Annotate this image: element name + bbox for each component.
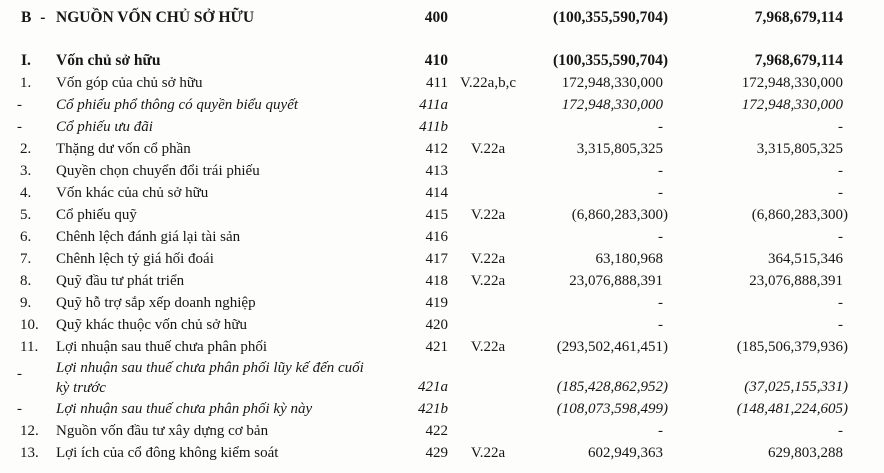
spacer-row xyxy=(0,29,884,50)
row-note-ref: V.22a xyxy=(470,445,506,461)
row-note-ref xyxy=(453,292,523,314)
amount-beginning: (148,481,224,605) xyxy=(736,401,848,417)
amount-ending: (185,428,862,952) xyxy=(556,379,668,395)
amount-ending: 23,076,888,391 xyxy=(569,273,663,289)
amount-beginning: - xyxy=(838,185,843,201)
table-row xyxy=(0,182,884,204)
row-number: 2. xyxy=(20,141,32,157)
amount-ending: (100,355,590,704) xyxy=(553,52,668,69)
row-number: - xyxy=(17,97,22,113)
row-label-line: Lợi nhuận sau thuế chưa phân phối lũy kế đến cuối xyxy=(56,360,364,376)
row-code: 414 xyxy=(425,185,448,201)
row-label: Cổ phiếu ưu đãi xyxy=(56,119,153,135)
amount-beginning: 7,968,679,114 xyxy=(754,9,843,26)
row-number: 10. xyxy=(20,317,39,333)
row-number: 4. xyxy=(20,185,32,201)
row-label xyxy=(56,358,405,398)
row-note-ref xyxy=(453,7,523,29)
amount-ending: 172,948,330,000 xyxy=(561,97,663,113)
row-label: Thặng dư vốn cổ phần xyxy=(56,141,191,157)
row-label: Quỹ khác thuộc vốn chủ sở hữu xyxy=(56,317,248,333)
row-label: Nguồn vốn đầu tư xây dựng cơ bản xyxy=(56,423,269,439)
row-code: 411 xyxy=(426,75,448,91)
amount-ending: - xyxy=(658,295,663,311)
row-code: 400 xyxy=(424,9,448,26)
row-code: 410 xyxy=(424,52,448,69)
amount-ending: - xyxy=(658,119,663,135)
amount-beginning: - xyxy=(838,163,843,179)
amount-beginning: - xyxy=(838,295,843,311)
row-code: 411b xyxy=(419,119,448,135)
row-label: Quỹ đầu tư phát triển xyxy=(56,273,185,289)
table-row xyxy=(0,204,884,226)
amount-ending: 3,315,805,325 xyxy=(576,141,663,157)
row-label: Lợi nhuận sau thuế chưa phân phối kỳ này xyxy=(56,401,313,417)
amount-ending: - xyxy=(658,423,663,439)
row-number: - xyxy=(17,366,22,382)
row-note-ref xyxy=(453,314,523,336)
row-label: Lợi ích của cổ đông không kiểm soát xyxy=(56,445,279,461)
amount-ending: (100,355,590,704) xyxy=(553,9,668,26)
row-note-ref: V.22a xyxy=(470,141,506,157)
row-label: Vốn góp của chủ sở hữu xyxy=(56,75,203,91)
amount-beginning: 23,076,888,391 xyxy=(749,273,843,289)
table-row xyxy=(0,248,884,270)
table-row xyxy=(0,292,884,314)
row-code: 422 xyxy=(425,423,448,439)
row-code: 416 xyxy=(425,229,448,245)
row-code: 411a xyxy=(419,97,448,113)
row-code: 412 xyxy=(425,141,448,157)
row-note-ref xyxy=(453,358,523,398)
amount-beginning: 364,515,346 xyxy=(768,251,843,267)
row-label: Quỹ hỗ trợ sắp xếp doanh nghiệp xyxy=(56,295,256,311)
table-row xyxy=(0,358,884,398)
table-row xyxy=(0,160,884,182)
row-note-ref xyxy=(453,50,523,72)
row-number: 5. xyxy=(20,207,32,223)
row-note-ref: V.22a xyxy=(470,251,506,267)
table-row xyxy=(0,420,884,442)
amount-ending: (6,860,283,300) xyxy=(571,207,668,223)
amount-ending: - xyxy=(658,163,663,179)
row-note-ref: V.22a xyxy=(470,273,506,289)
row-note-ref: V.22a xyxy=(470,339,506,355)
row-code: 421a xyxy=(418,379,448,395)
row-label: Cổ phiếu phổ thông có quyền biểu quyết xyxy=(56,97,299,113)
amount-ending: (108,073,598,499) xyxy=(556,401,668,417)
row-number: 3. xyxy=(20,163,32,179)
equity-table-body xyxy=(0,7,884,464)
row-code: 419 xyxy=(425,295,448,311)
amount-beginning: - xyxy=(838,423,843,439)
row-label: Vốn khác của chủ sở hữu xyxy=(56,185,209,201)
amount-ending: - xyxy=(658,229,663,245)
row-note-ref xyxy=(453,94,523,116)
amount-beginning: - xyxy=(838,119,843,135)
row-number: 1. xyxy=(20,75,32,91)
amount-ending: (293,502,461,451) xyxy=(556,339,668,355)
amount-beginning: 629,803,288 xyxy=(768,445,843,461)
row-label: Quyền chọn chuyển đổi trái phiếu xyxy=(56,163,260,179)
table-row xyxy=(0,94,884,116)
row-note-ref: V.22a xyxy=(470,207,506,223)
amount-beginning: (6,860,283,300) xyxy=(751,207,848,223)
row-number: B - xyxy=(21,9,46,26)
table-row xyxy=(0,336,884,358)
table-row xyxy=(0,50,884,72)
table-row xyxy=(0,398,884,420)
amount-beginning: 172,948,330,000 xyxy=(741,97,843,113)
amount-beginning: (37,025,155,331) xyxy=(744,379,848,395)
row-code: 418 xyxy=(425,273,448,289)
row-note-ref xyxy=(453,420,523,442)
amount-beginning: - xyxy=(838,317,843,333)
spacer-cell xyxy=(0,29,884,50)
row-number: 13. xyxy=(20,445,39,461)
row-code: 420 xyxy=(425,317,448,333)
row-note-ref: V.22a,b,c xyxy=(460,75,516,91)
table-row xyxy=(0,314,884,336)
amount-ending: 172,948,330,000 xyxy=(561,75,663,91)
table-row xyxy=(0,7,884,29)
row-label: Cổ phiếu quỹ xyxy=(56,207,137,223)
row-label: NGUỒN VỐN CHỦ SỞ HỮU xyxy=(56,9,255,26)
amount-beginning: 172,948,330,000 xyxy=(741,75,843,91)
amount-ending: - xyxy=(658,185,663,201)
row-label-line: kỳ trước xyxy=(56,380,106,396)
row-code: 429 xyxy=(425,445,448,461)
amount-ending: - xyxy=(658,317,663,333)
row-code: 417 xyxy=(425,251,448,267)
row-number: 9. xyxy=(20,295,32,311)
row-code: 421b xyxy=(418,401,448,417)
amount-ending: 63,180,968 xyxy=(595,251,663,267)
row-code: 413 xyxy=(425,163,448,179)
table-row xyxy=(0,442,884,464)
row-note-ref xyxy=(453,398,523,420)
amount-beginning: 3,315,805,325 xyxy=(756,141,843,157)
row-label: Chênh lệch đánh giá lại tài sản xyxy=(56,229,241,245)
row-number: 6. xyxy=(20,229,32,245)
table-row xyxy=(0,116,884,138)
row-note-ref xyxy=(453,116,523,138)
table-row xyxy=(0,72,884,94)
row-number: 8. xyxy=(20,273,32,289)
row-code: 415 xyxy=(425,207,448,223)
row-label: Vốn chủ sở hữu xyxy=(56,52,161,69)
equity-section-table xyxy=(0,7,884,464)
row-label: Lợi nhuận sau thuế chưa phân phối xyxy=(56,339,268,355)
row-label: Chênh lệch tỷ giá hối đoái xyxy=(56,251,214,267)
row-number: - xyxy=(17,401,22,417)
table-row xyxy=(0,138,884,160)
table-row xyxy=(0,226,884,248)
row-number: 11. xyxy=(20,339,39,355)
amount-beginning: 7,968,679,114 xyxy=(754,52,843,69)
row-number: I. xyxy=(21,52,31,69)
amount-beginning: - xyxy=(838,229,843,245)
table-row xyxy=(0,270,884,292)
row-note-ref xyxy=(453,160,523,182)
row-number: - xyxy=(17,119,22,135)
row-code: 421 xyxy=(425,339,448,355)
amount-ending: 602,949,363 xyxy=(588,445,663,461)
row-note-ref xyxy=(453,182,523,204)
row-number: 7. xyxy=(20,251,32,267)
row-number: 12. xyxy=(20,423,39,439)
amount-beginning: (185,506,379,936) xyxy=(736,339,848,355)
row-note-ref xyxy=(453,226,523,248)
